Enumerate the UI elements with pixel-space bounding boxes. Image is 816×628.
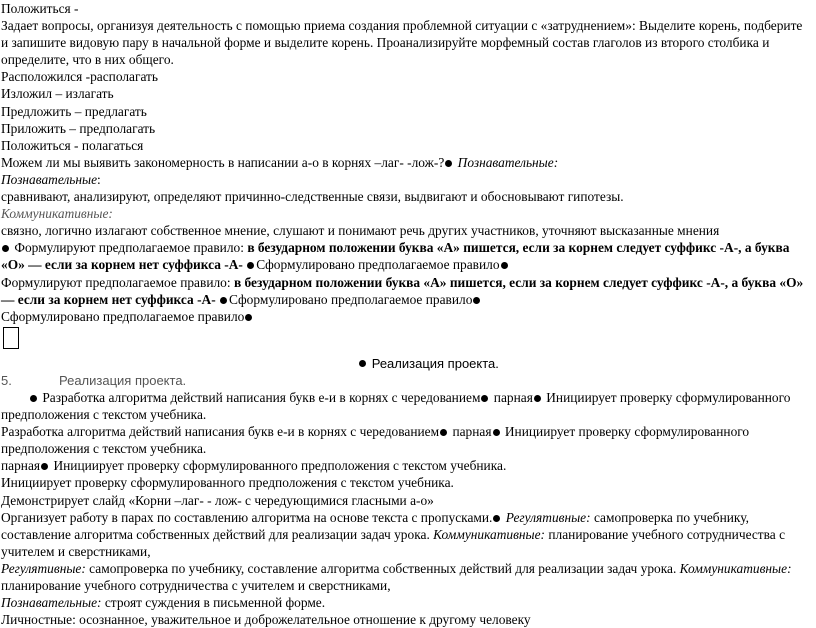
init-check-line: Инициирует проверку сформулированного предположения с текстом учебника.	[1, 475, 454, 491]
poznav-label: Познавательные:	[1, 595, 102, 611]
reg-label: Регулятивные:	[505, 509, 591, 525]
pair-line: Расположился -располагать	[1, 69, 159, 85]
bullet-icon	[2, 245, 9, 252]
pair-word: парная	[1, 458, 41, 474]
organize-text: Организует работу в парах по составлению алгоритма на основе текста с пропусками.	[1, 509, 493, 525]
reg-text: самопроверка по учебнику, составление алгоритма собственных действий для реализации задач урока.	[89, 560, 677, 576]
question-text: Можем ли мы выявить закономерность в написании а-о в корнях –лаг- -лож-?	[1, 154, 445, 170]
personal-line: Личностные: осознанное, уважительное и доброжелательное отношение к другому человеку	[1, 612, 531, 628]
formulated-text: Сформулировано предполагаемое правило	[1, 308, 245, 324]
poznav-label: Познавательные:	[457, 154, 559, 170]
komm-label: Коммуникативные:	[1, 206, 113, 222]
reg-label: Регулятивные:	[1, 560, 86, 576]
bullet-icon	[493, 515, 500, 522]
bullet-icon	[41, 463, 48, 470]
bullet-icon	[473, 297, 480, 304]
bullet-icon	[30, 395, 37, 402]
bullet-icon	[440, 429, 447, 436]
empty-checkbox-frame	[3, 327, 19, 349]
algo-block-2	[1, 423, 813, 457]
pair-line: Приложить – предполагать	[1, 120, 156, 136]
realization-center	[41, 355, 816, 372]
poznav-line: Познавательные:	[1, 171, 101, 187]
formulate-block-1	[1, 239, 813, 273]
bullet-icon	[501, 262, 508, 269]
poznav-text: строят суждения в письменной форме.	[104, 595, 326, 611]
komm-text: связно, логично излагают собственное мнение, слушают и понимают речь других участников, уточняют высказанные мнения	[1, 223, 720, 239]
bullet-icon	[534, 395, 541, 402]
bullet-icon	[247, 262, 254, 269]
komm-text: планирование учебного сотрудничества с учителем и сверстниками	[1, 526, 786, 559]
algo-text: Разработка алгоритма действий написания букв е-и в корнях с чередованием	[1, 424, 440, 440]
poznav-final-line	[1, 594, 816, 611]
reg-text: самопроверка по учебнику, составление алгоритма собственных действий для реализации задач урока.	[1, 509, 749, 542]
formulated-text: Сформулировано предполагаемое правило	[256, 257, 500, 273]
bullet-icon	[220, 297, 227, 304]
formulated-text: Сформулировано предполагаемое правило	[229, 291, 473, 307]
formulate-lead: Формулируют предполагаемое правило:	[14, 240, 244, 256]
komm-text: планирование учебного сотрудничества с учителем и сверстниками	[1, 578, 388, 593]
personal-text: осознанное, уважительное и доброжелательное отношение к другому человеку	[79, 612, 531, 628]
realization-number: 5.	[1, 372, 12, 388]
pair-line: Изложил – излагать	[1, 86, 114, 102]
init-check-text: Инициирует проверку сформулированного предположения с текстом учебника.	[53, 458, 507, 474]
organize-block: Организует работу в парах по составлению алгоритма на основе текста с пропусками. Регулятивные: самопроверка по учебнику, составление алгоритма собственных действий для реализации задач урока. Коммуникативные: планирование учебного сотрудничества с учителем и сверстниками,	[1, 509, 786, 559]
realization-heading	[1, 372, 816, 389]
algo-text: Разработка алгоритма действий написания букв е-и в корнях с чередованием	[42, 389, 481, 405]
pair-check-line	[1, 457, 816, 474]
bullet-icon	[445, 160, 452, 167]
pair-line: Предложить – предлагать	[1, 103, 147, 119]
paragraph-title: Положиться -	[1, 1, 79, 16]
init-check-text: Инициирует проверку сформулированного предположения с текстом учебника.	[1, 389, 791, 423]
rule-text: в безударном положении буква «А» пишется, если за корнем следует суффикс -А-, а буква «О» — если за корнем нет суффикса -А-	[1, 240, 790, 273]
bullet-icon	[481, 395, 488, 402]
poznav-text: сравнивают, анализируют, определяют причинно-следственные связи, выдвигают и обосновывают гипотезы.	[1, 189, 624, 205]
pair-word: парная	[452, 424, 492, 440]
bullet-icon	[359, 360, 366, 367]
formulated-line	[1, 308, 816, 325]
personal-label: Личностные	[1, 612, 73, 628]
reg-block: Регулятивные: самопроверка по учебнику, составление алгоритма собственных действий для реализации задач урока. Коммуникативные: планирование учебного сотрудничества с учителем и сверстниками,	[1, 560, 792, 593]
poznav-label: Познавательные	[1, 171, 98, 187]
realization-center-text: Реализация проекта.	[371, 355, 499, 371]
algo-block-1	[1, 389, 813, 423]
question-line	[1, 154, 816, 171]
komm-label: Коммуникативные:	[433, 526, 546, 542]
formulate-block-2	[1, 274, 813, 308]
init-check-text: Инициирует проверку сформулированного предположения с текстом учебника.	[1, 424, 750, 457]
paragraph-task: Задает вопросы, организуя деятельность с помощью приема создания проблемной ситуации с «затруднением»: Выделите корень, подберите и запишите видовую пару в начальной форме и выделите корень. Проанализируйте морфемный состав глаголов из второго столбика и определите, что в них общего.	[1, 18, 803, 68]
pair-word: парная	[493, 389, 533, 405]
bullet-icon	[245, 314, 252, 321]
formulate-lead: Формулируют предполагаемое правило:	[1, 274, 231, 290]
bullet-icon	[493, 429, 500, 436]
komm-label: Коммуникативные:	[679, 560, 792, 576]
pair-line: Положиться - полагаться	[1, 137, 144, 153]
slide-line: Демонстрирует слайд «Корни –лаг- - лож- с чередующимися гласными а-о»	[1, 492, 434, 508]
realization-title: Реализация проекта.	[59, 372, 187, 388]
rule-text: в безударном положении буква «А» пишется, если за корнем следует суффикс -А-, а буква «О» — если за корнем нет суффикса -А-	[1, 274, 804, 307]
